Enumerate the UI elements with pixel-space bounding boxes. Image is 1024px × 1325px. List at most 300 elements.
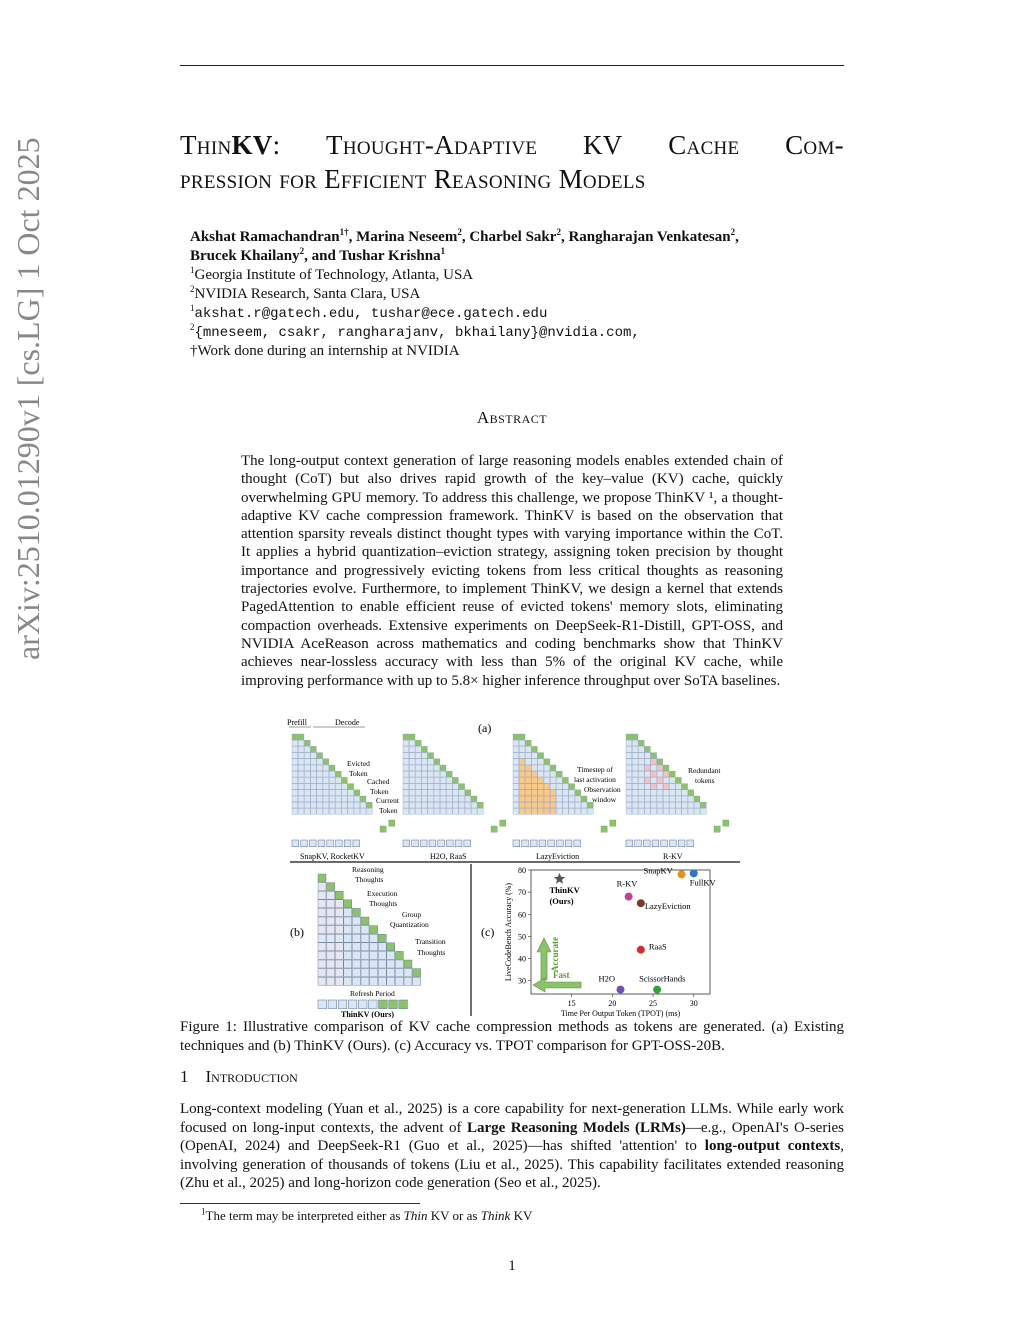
thinkv-cell <box>352 943 360 951</box>
thinkv-cell <box>413 969 421 977</box>
kv-cell <box>525 796 531 802</box>
label-c: (c) <box>481 925 495 939</box>
kv-cell <box>519 802 525 808</box>
kv-cell <box>311 753 317 759</box>
kv-cell <box>298 802 304 808</box>
kv-cell <box>651 759 657 765</box>
abstract-heading: Abstract <box>476 408 548 427</box>
kv-cell <box>329 790 335 796</box>
thinkv-cell <box>387 943 395 951</box>
kv-cell <box>409 796 415 802</box>
cache-slot <box>539 840 546 847</box>
cache-slot <box>336 840 343 847</box>
cache-slot <box>464 840 471 847</box>
kv-cell <box>422 790 428 796</box>
thinkv-cell <box>352 908 360 916</box>
kv-cell <box>638 765 644 771</box>
thinkv-cell <box>318 960 326 968</box>
kv-cell-new <box>389 820 395 826</box>
point-label: R-KV <box>616 878 638 889</box>
point-fullkv <box>690 869 698 877</box>
kv-cell <box>298 765 304 771</box>
kv-cell <box>415 790 421 796</box>
thinkv-cell <box>378 960 386 968</box>
svg-text:Token: Token <box>379 806 398 815</box>
kv-cell <box>669 796 675 802</box>
svg-text:Token: Token <box>349 769 368 778</box>
kv-cell <box>342 784 348 790</box>
kv-cell <box>440 790 446 796</box>
thinkv-cell <box>378 977 386 985</box>
kv-cell <box>317 777 323 783</box>
thinkv-cell <box>352 934 360 942</box>
kv-cell <box>513 796 519 802</box>
kv-cell <box>434 771 440 777</box>
kv-cell <box>409 771 415 777</box>
kv-cell <box>550 765 556 771</box>
kv-cell <box>645 765 651 771</box>
kv-cell <box>638 790 644 796</box>
kv-cell <box>538 784 544 790</box>
x-tick-label: 25 <box>649 999 658 1008</box>
kv-cell <box>409 765 415 771</box>
kv-cell <box>657 808 663 814</box>
kv-cell <box>292 753 298 759</box>
kv-cell <box>477 808 483 814</box>
kv-cell <box>581 808 587 814</box>
thinkv-cell <box>318 883 326 891</box>
kv-cell <box>471 808 477 814</box>
execution-thoughts-label: Execution <box>367 889 398 898</box>
section-heading: 1 Introduction <box>180 1067 298 1086</box>
email-2: $^2${mneseem, csakr, rangharajanv, bkhailany}@nvidia.com, <box>190 322 640 341</box>
kv-cell <box>440 796 446 802</box>
kv-cell <box>645 753 651 759</box>
kv-cell <box>317 771 323 777</box>
accurate-label: Accurate <box>550 937 560 972</box>
kv-cell <box>532 746 538 752</box>
fast-arrow <box>533 978 581 992</box>
kv-cell <box>544 777 550 783</box>
point-label: FullKV <box>689 877 716 888</box>
kv-cell <box>323 765 329 771</box>
kv-cell <box>525 765 531 771</box>
point-raas <box>637 946 645 954</box>
kv-cell <box>550 771 556 777</box>
point-h2o <box>617 986 625 994</box>
kv-cell <box>663 784 669 790</box>
kv-cell <box>669 771 675 777</box>
thinkv-cell <box>335 960 343 968</box>
kv-cell <box>663 765 669 771</box>
y-tick-label: 60 <box>518 910 526 920</box>
kv-cell <box>688 808 694 814</box>
thinkv-cache-slot <box>379 1000 388 1009</box>
thinkv-cell <box>327 926 335 934</box>
kv-cell <box>422 796 428 802</box>
thinkv-cell <box>361 960 369 968</box>
kv-cell <box>657 777 663 783</box>
kv-cell <box>434 759 440 765</box>
kv-cell <box>538 771 544 777</box>
thinkv-cell <box>370 951 378 959</box>
thinkv-cell <box>370 926 378 934</box>
kv-cell <box>453 790 459 796</box>
thinkv-cell <box>327 891 335 899</box>
kv-cell <box>556 771 562 777</box>
kv-cell <box>532 790 538 796</box>
kv-cell <box>465 796 471 802</box>
thinkv-cell <box>318 977 326 985</box>
kv-cell <box>428 765 434 771</box>
kv-cell <box>292 765 298 771</box>
kv-cell <box>415 796 421 802</box>
kv-cell <box>626 740 632 746</box>
kv-cell <box>694 796 700 802</box>
cache-slot <box>301 840 308 847</box>
kv-cell <box>298 777 304 783</box>
kv-cell <box>657 759 663 765</box>
kv-cell <box>645 790 651 796</box>
thinkv-cell <box>335 917 343 925</box>
kv-cell <box>544 784 550 790</box>
kv-cell <box>676 777 682 783</box>
kv-cell <box>409 808 415 814</box>
kv-cell <box>292 746 298 752</box>
kv-cell <box>513 808 519 814</box>
kv-cell <box>298 808 304 814</box>
kv-cell <box>428 777 434 783</box>
kv-cell <box>513 753 519 759</box>
kv-cell <box>409 802 415 808</box>
thinkv-cell <box>378 943 386 951</box>
transition-thoughts-label: Transition <box>415 937 446 946</box>
thinkv-cell <box>378 951 386 959</box>
kv-cell <box>538 790 544 796</box>
kv-cell <box>323 802 329 808</box>
kv-cell <box>335 784 341 790</box>
kv-cell <box>422 765 428 771</box>
kv-cell <box>335 771 341 777</box>
kv-cell <box>304 790 310 796</box>
svg-text:Token: Token <box>370 787 389 796</box>
y-tick-label: 30 <box>518 976 526 986</box>
kv-cell <box>645 771 651 777</box>
kv-cell <box>532 765 538 771</box>
cache-slot <box>429 840 436 847</box>
kv-cell <box>581 796 587 802</box>
kv-cell <box>360 802 366 808</box>
kv-cell <box>403 777 409 783</box>
internship-note: †Work done during an internship at NVIDIA <box>190 343 460 359</box>
kv-cell <box>538 802 544 808</box>
kv-cell <box>348 790 354 796</box>
thinkv-cell <box>361 943 369 951</box>
kv-cell <box>581 802 587 808</box>
title-word: Com- <box>785 130 844 160</box>
thinkv-cell <box>335 900 343 908</box>
kv-cell <box>415 765 421 771</box>
kv-cell <box>348 784 354 790</box>
point-label: SnapKV <box>643 865 673 876</box>
cache-slot <box>661 840 668 847</box>
kv-cell <box>550 790 556 796</box>
kv-cell <box>638 777 644 783</box>
kv-cell <box>446 796 452 802</box>
thinkv-cell <box>413 977 421 985</box>
kv-cell <box>298 753 304 759</box>
kv-cell <box>292 734 298 740</box>
svg-text:Quantization: Quantization <box>390 920 429 929</box>
title-word: Cache <box>668 130 740 160</box>
kv-cell <box>335 777 341 783</box>
cache-slot <box>626 840 633 847</box>
kv-cell <box>525 746 531 752</box>
kv-cell <box>434 765 440 771</box>
footnote: $^1$The term may be interpreted either as Thin KV or as Think KV <box>201 1206 533 1223</box>
fast-label: Fast <box>553 970 570 980</box>
thinkv-cell <box>352 977 360 985</box>
thinkv-cell <box>395 951 403 959</box>
kv-cell <box>403 753 409 759</box>
kv-cell <box>663 771 669 777</box>
kv-cell <box>645 796 651 802</box>
kv-cell <box>304 784 310 790</box>
kv-cell <box>440 771 446 777</box>
thinkv-cache-slot <box>399 1000 408 1009</box>
cache-slot <box>652 840 659 847</box>
kv-cell <box>645 802 651 808</box>
kv-cell <box>638 784 644 790</box>
kv-cell <box>409 784 415 790</box>
kv-cell <box>403 746 409 752</box>
x-tick-label: 15 <box>567 999 576 1008</box>
kv-cell <box>317 759 323 765</box>
thinkv-cache-slot <box>369 1000 378 1009</box>
kv-cell <box>428 771 434 777</box>
evicted-token-label: Evicted <box>347 759 370 768</box>
kv-cell <box>403 808 409 814</box>
kv-cell <box>342 796 348 802</box>
thinkv-cell <box>318 917 326 925</box>
kv-cell <box>550 796 556 802</box>
observation-window-label: Observation <box>584 785 621 794</box>
kv-cell <box>335 790 341 796</box>
kv-cell <box>532 808 538 814</box>
kv-cell <box>403 759 409 765</box>
kv-cell <box>550 808 556 814</box>
author-list: Akshat Ramachandran$^{1\dagger}$, Marina Neseem$^2$, Charbel Sakr$^2$, Rangharajan Venkatesan$^2$, Brucek Khailany$^2$, and Tushar Krishna$^1$ <box>190 227 739 264</box>
kv-cell <box>342 802 348 808</box>
kv-cell <box>651 796 657 802</box>
kv-cell <box>519 734 525 740</box>
kv-cell <box>434 784 440 790</box>
kv-cell <box>348 796 354 802</box>
cache-slot <box>344 840 351 847</box>
kv-cell <box>663 808 669 814</box>
method-label-snapkv: SnapKV, RocketKV <box>300 852 365 861</box>
kv-cell <box>532 753 538 759</box>
kv-cell <box>569 790 575 796</box>
kv-cell <box>317 802 323 808</box>
paper-title <box>180 128 844 196</box>
accurate-arrow <box>537 938 551 980</box>
thinkv-cell <box>344 926 352 934</box>
kv-cell <box>626 808 632 814</box>
point-scissorhands <box>653 986 661 994</box>
kv-cell <box>453 802 459 808</box>
kv-cell <box>311 765 317 771</box>
kv-cell <box>513 765 519 771</box>
kv-cell <box>304 771 310 777</box>
kv-cell <box>409 746 415 752</box>
kv-cell <box>638 771 644 777</box>
kv-cell <box>292 777 298 783</box>
kv-cell <box>459 802 465 808</box>
kv-cell <box>525 759 531 765</box>
kv-cell <box>645 808 651 814</box>
cache-slot <box>403 840 410 847</box>
thinkv-cell <box>352 926 360 934</box>
redundant-tokens-label: Redundant <box>688 766 721 775</box>
cache-slot <box>548 840 555 847</box>
kv-cell <box>688 790 694 796</box>
kv-cell <box>638 746 644 752</box>
kv-cell <box>453 808 459 814</box>
kv-cell <box>311 790 317 796</box>
kv-cell <box>415 784 421 790</box>
kv-cell <box>317 808 323 814</box>
thinkv-cell <box>327 951 335 959</box>
svg-text:Thoughts: Thoughts <box>369 899 398 908</box>
kv-cell <box>669 784 675 790</box>
kv-cell <box>651 808 657 814</box>
kv-cell <box>538 796 544 802</box>
kv-cell <box>422 808 428 814</box>
decode-label: Decode <box>335 718 360 727</box>
kv-cell <box>434 802 440 808</box>
cache-slot <box>635 840 642 847</box>
kv-cell <box>323 771 329 777</box>
thinkv-cell <box>318 934 326 942</box>
thinkv-cell <box>327 969 335 977</box>
kv-cell <box>532 802 538 808</box>
thinkv-cell <box>370 943 378 951</box>
cache-slot <box>678 840 685 847</box>
kv-cell <box>626 790 632 796</box>
kv-cell <box>626 759 632 765</box>
kv-cell <box>669 808 675 814</box>
kv-cell <box>471 796 477 802</box>
kv-cell <box>513 740 519 746</box>
thinkv-cell <box>318 943 326 951</box>
kv-cell <box>329 802 335 808</box>
page-number: 1 <box>508 1258 516 1274</box>
kv-cell-new <box>714 826 720 832</box>
kv-cell <box>422 771 428 777</box>
kv-cell <box>544 765 550 771</box>
method-label-rkv: R-KV <box>663 852 683 861</box>
kv-cell <box>428 790 434 796</box>
kv-cell <box>563 808 569 814</box>
kv-cell <box>471 802 477 808</box>
thinkv-cell <box>344 934 352 942</box>
thinkv-cell <box>335 969 343 977</box>
kv-cell <box>292 808 298 814</box>
kv-cell <box>525 808 531 814</box>
kv-cell <box>563 777 569 783</box>
kv-cell <box>403 784 409 790</box>
title-word: KV <box>582 130 623 160</box>
thinkv-cell <box>318 874 326 882</box>
thinkv-cell <box>352 917 360 925</box>
kv-cell <box>669 790 675 796</box>
kv-cell <box>422 802 428 808</box>
kv-cell <box>292 784 298 790</box>
kv-cell <box>446 790 452 796</box>
thinkv-cell <box>318 969 326 977</box>
point-label: H2O <box>598 973 616 984</box>
x-tick-label: 30 <box>689 999 698 1008</box>
cache-slot <box>522 840 529 847</box>
kv-cell <box>538 759 544 765</box>
kv-cell <box>632 759 638 765</box>
kv-cell <box>354 802 360 808</box>
thinkv-cell <box>344 977 352 985</box>
kv-cell <box>651 790 657 796</box>
thinkv-cell <box>378 969 386 977</box>
kv-cell <box>525 740 531 746</box>
thinkv-cell <box>361 926 369 934</box>
kv-cell <box>575 796 581 802</box>
kv-cell <box>544 771 550 777</box>
svg-text:window: window <box>592 795 617 804</box>
thinkv-cache-slot <box>348 1000 357 1009</box>
kv-cell <box>440 765 446 771</box>
cache-slot <box>327 840 334 847</box>
kv-cell <box>415 753 421 759</box>
thinkv-cell <box>318 891 326 899</box>
kv-cell <box>311 759 317 765</box>
kv-cell <box>676 790 682 796</box>
kv-cell <box>434 808 440 814</box>
thinkv-cell <box>370 960 378 968</box>
thinkv-cell <box>327 908 335 916</box>
kv-cell <box>415 746 421 752</box>
kv-cell <box>626 777 632 783</box>
kv-cell <box>569 802 575 808</box>
kv-cell <box>446 802 452 808</box>
kv-cell <box>403 740 409 746</box>
kv-cell <box>682 790 688 796</box>
point-label: ScissorHands <box>639 973 686 984</box>
kv-cell <box>544 802 550 808</box>
thinkv-cell <box>395 977 403 985</box>
kv-cell <box>335 796 341 802</box>
kv-cell <box>329 796 335 802</box>
kv-cell <box>323 796 329 802</box>
kv-cell <box>638 740 644 746</box>
kv-cell-new <box>500 820 506 826</box>
thinkv-cell <box>335 951 343 959</box>
cache-slot <box>687 840 694 847</box>
kv-cell <box>434 796 440 802</box>
kv-cell <box>682 796 688 802</box>
kv-cell <box>409 790 415 796</box>
kv-cell <box>544 808 550 814</box>
kv-cell <box>311 771 317 777</box>
kv-cell <box>446 777 452 783</box>
